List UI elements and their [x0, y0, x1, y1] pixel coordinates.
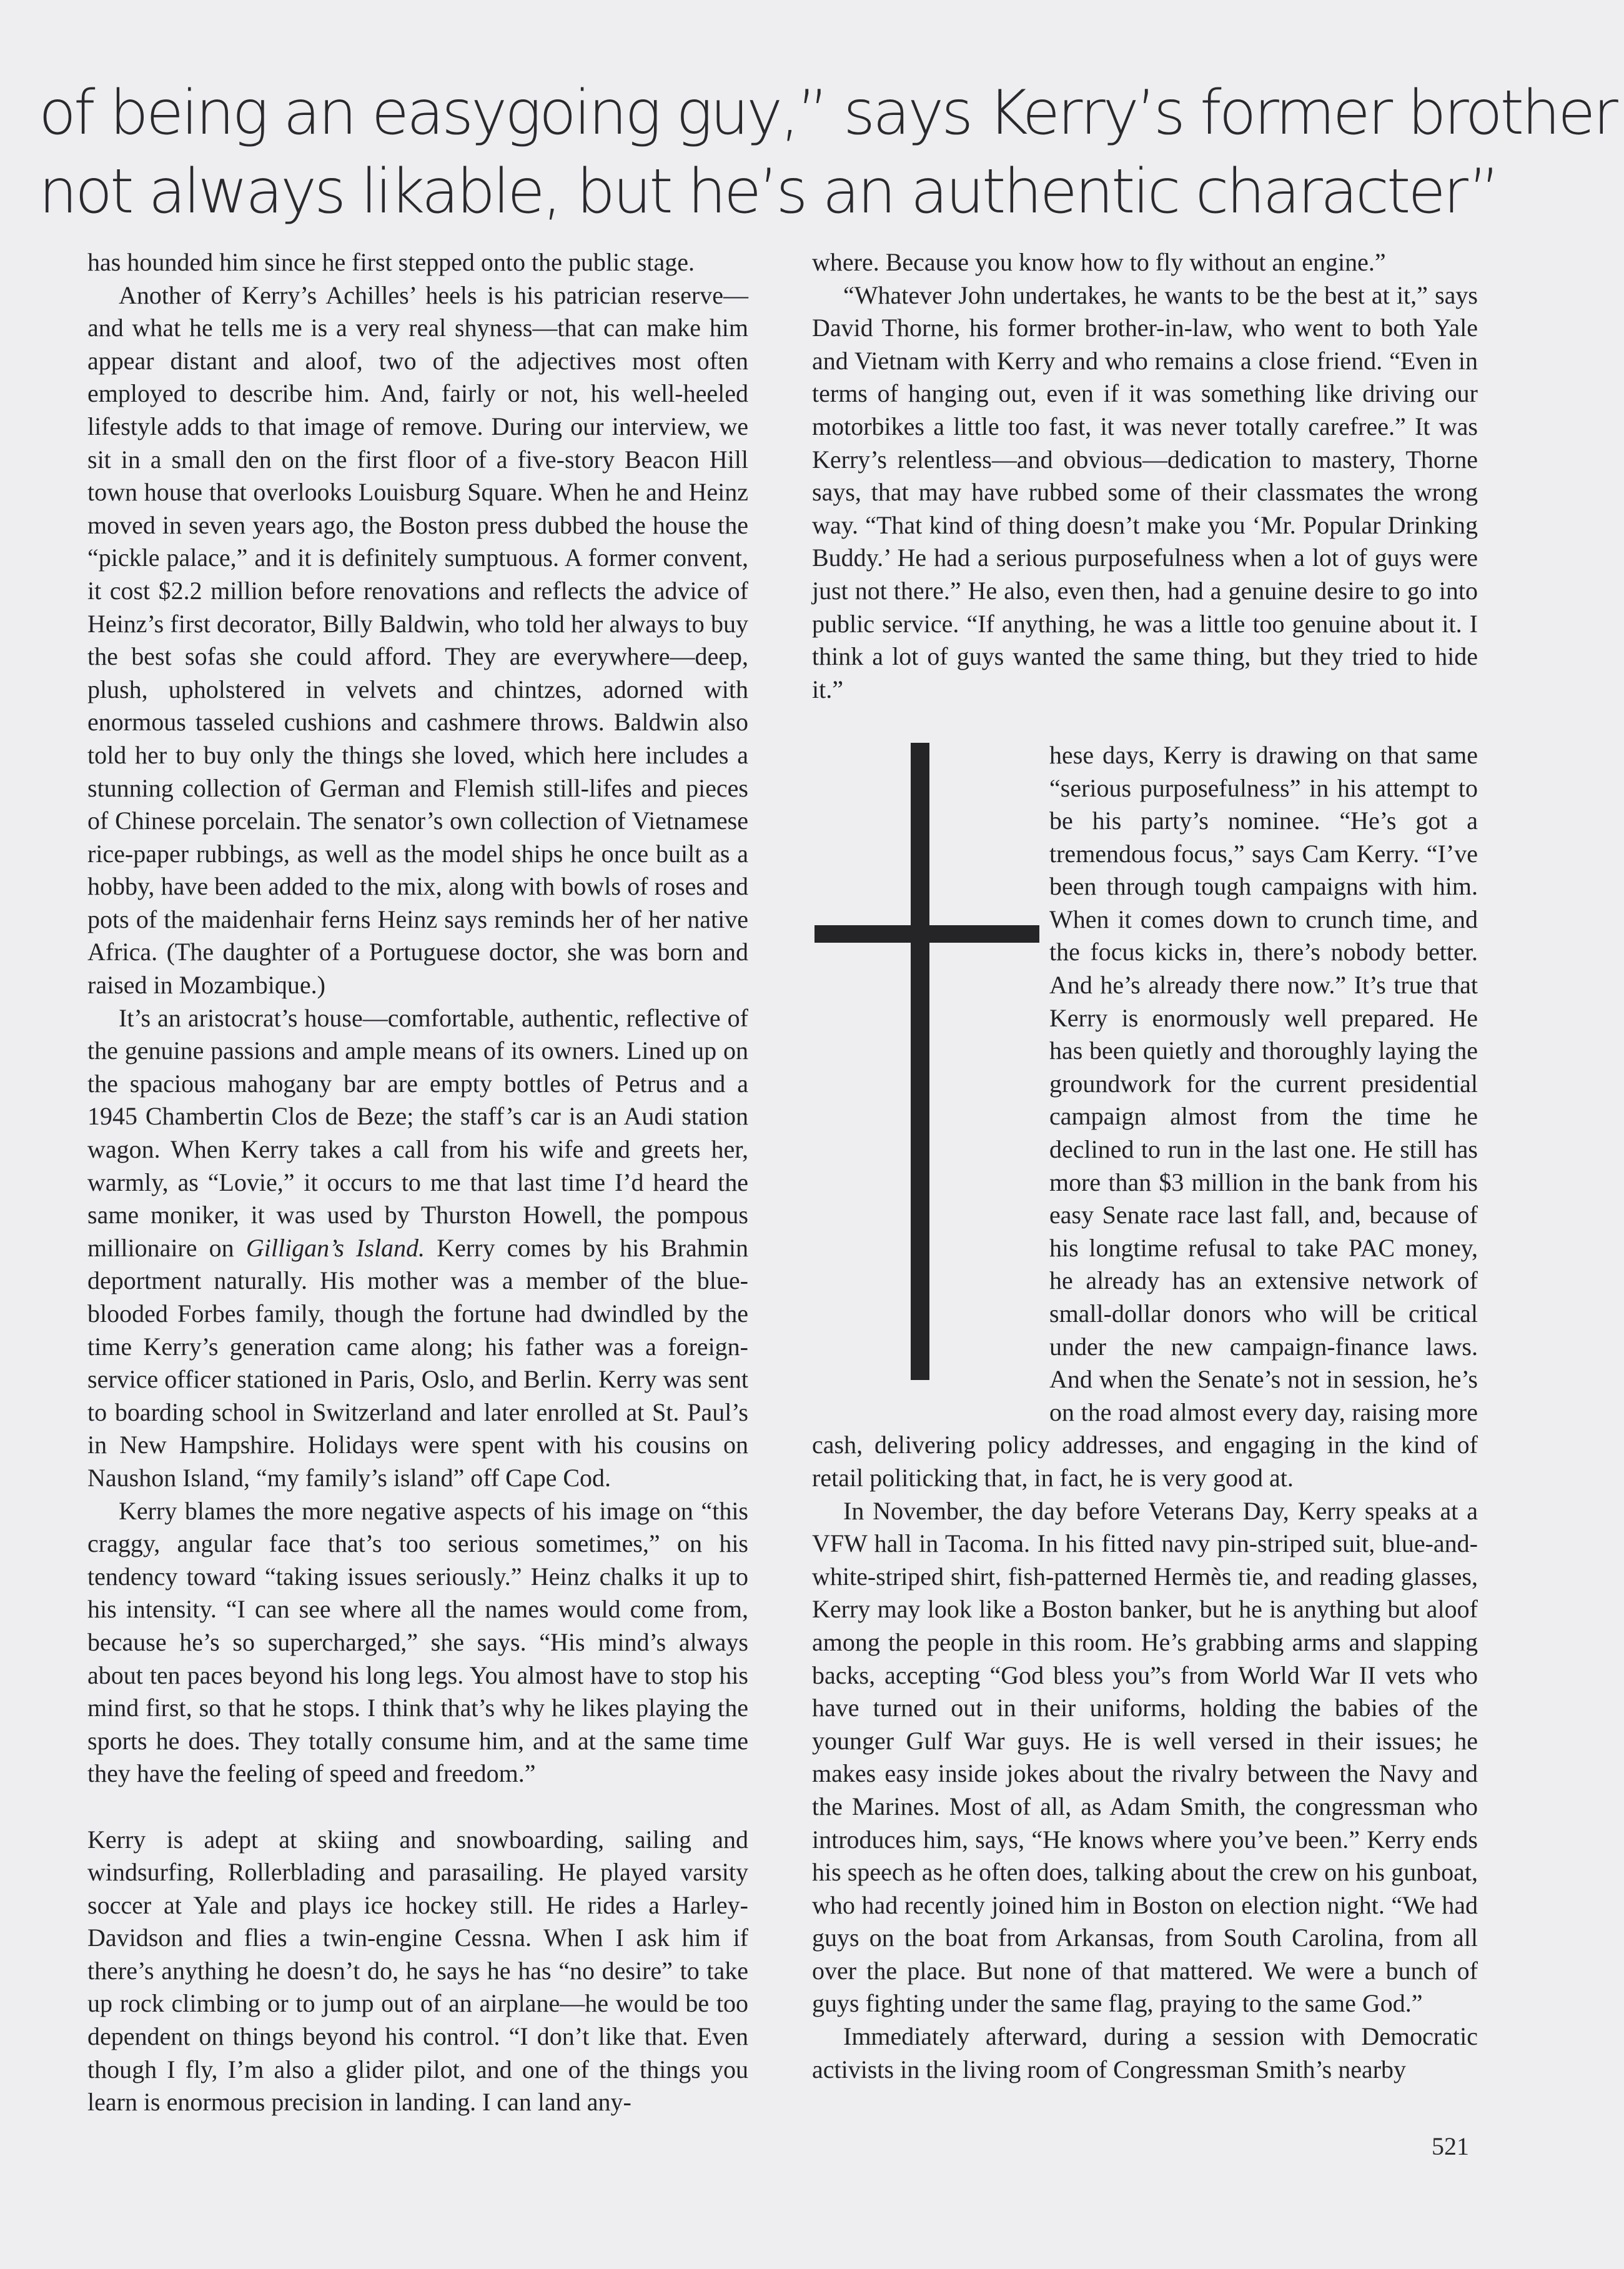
- paragraph-text: It’s an aristocrat’s house—comfortable, authentic, reflective of the genuine passions and ample means of its owners. Lined up on the spacious mahogany bar are empty bottles of Petrus and a 1945 Chambertin Clos de Beze; the staff’s car is an Audi station wagon. When Kerry takes a call from his wife and greets her, warmly, as “Lovie,” it occurs to me that last time I’d heard the same moniker, it was used by Thurston Howell, the pompous millionaire on: [87, 1003, 748, 1262]
- drop-cap-bar: [814, 925, 1039, 943]
- paragraph: Kerry blames the more negative aspects of his image on “this craggy, angular face that’s too serious sometimes,” on his tendency toward “taking issues seriously.” Heinz chalks it up to his intensity. “I can see where all the names would come from, because he’s so supercharged,” she says. “His mind’s always about ten paces beyond his long legs. You almost have to stop his mind first, so that he stops. I think that’s why he likes playing the sports he does. They totally consume him, and at the same time they have the feeling of speed and freedom.”: [87, 1496, 748, 1788]
- drop-cap-section: [812, 739, 1478, 1495]
- paragraph: where. Because you know how to fly without an engine.”: [812, 248, 1386, 276]
- left-column: [87, 246, 748, 2119]
- paragraph: “Whatever John undertakes, he wants to be the best at it,” says David Thorne, his former brother-in-law, who went to both Yale and Vietnam with Kerry and who remains a close friend. “Even in terms of hanging out, even if it was something like driving our motorbikes a little too fast, it was never totally carefree.” It was Kerry’s relentless—and obvious—dedication to mastery, Thorne says, that may have rubbed some of their classmates the wrong way. “That kind of thing doesn’t make you ‘Mr. Popular Drinking Buddy.’ He had a serious purposefulness when a lot of guys were just not there.” He also, even then, had a genuine desire to go into public service. “If anything, he was a little too genuine about it. I think a lot of guys wanted the same thing, but they tried to hide it.”: [812, 281, 1478, 703]
- pull-quote-line-2: not always likable, but he’s an authentic character”: [39, 156, 1498, 227]
- page-number: 521: [1432, 2132, 1469, 2160]
- pull-quote: [39, 74, 1616, 231]
- pull-quote-line-1: of being an easygoing guy,” says Kerry’s former brother: [39, 77, 1616, 149]
- paragraph: Immediately afterward, during a session with Democratic activists in the living room of Congressman Smith’s nearby: [812, 2022, 1478, 2083]
- drop-cap-t: [812, 743, 1049, 1424]
- paragraph: In November, the day before Veterans Day, Kerry speaks at a VFW hall in Tacoma. In his fitted navy pin-striped suit, blue-and-white-striped shirt, fish-patterned Hermès tie, and reading glasses, Kerry may look like a Boston banker, but he is anything but aloof among the people in this room. He’s grabbing arms and slapping backs, accepting “God bless you”s from World War II vets who have turned out in their uniforms, holding the babies of the younger Gulf War guys. He is well versed in their issues; he makes easy inside jokes about the rivalry between the Navy and the Marines. Most of all, as Adam Smith, the congressman who introduces him, says, “He knows where you’ve been.” Kerry ends his speech as he often does, talking about the crew on his gunboat, who had recently joined him in Boston on election night. “We had guys on the boat from Arkansas, from South Carolina, from all over the place. But none of that mattered. We were a bunch of guys fighting under the same flag, praying to the same God.”: [812, 1496, 1478, 2018]
- paragraph: has hounded him since he first stepped onto the public stage.: [87, 248, 695, 276]
- paragraph: Kerry is adept at skiing and snowboarding, sailing and windsurfing, Rollerblading and parasailing. He played varsity soccer at Yale and plays ice hockey still. He rides a Harley-Davidson and flies a twin-engine Cessna. When I ask him if there’s anything he doesn’t do, he says he has “no desire” to take up rock climbing or to jump out of an airplane—he would be too dependent on things beyond his control. “I don’t like that. Even though I fly, I’m also a glider pilot, and one of the things you learn is enormous precision in landing. I can land any-: [87, 1825, 748, 2117]
- italic-title: Gilligan’s Island.: [245, 1233, 425, 1262]
- paragraph: Another of Kerry’s Achilles’ heels is his patrician reserve—and what he tells me is a very real shyness—that can make him appear distant and aloof, two of the adjectives most often employed to describe him. And, fairly or not, his well-heeled lifestyle adds to that image of remove. During our interview, we sit in a small den on the first floor of a five-story Beacon Hill town house that overlooks Louisburg Square. When he and Heinz moved in seven years ago, the Boston press dubbed the house the “pickle palace,” and it is definitely sumptuous. A former convent, it cost $2.2 million before renovations and reflects the advice of Heinz’s first decorator, Billy Baldwin, who told her always to buy the best sofas she could afford. They are everywhere—deep, plush, upholstered in velvets and chintzes, adorned with enormous tasseled cushions and cashmere throws. Baldwin also told her to buy only the things she loved, which here includes a stunning collection of German and Flemish still-lifes and pieces of Chinese porcelain. The senator’s own collection of Vietnamese rice-paper rubbings, as well as the model ships he once built as a hobby, have been added to the mix, along with bowls of roses and pots of the maidenhair ferns Heinz says reminds her of her native Africa. (The daughter of a Portuguese doctor, she was born and raised in Mozambique.): [87, 281, 748, 1000]
- paragraph: hese days, Kerry is drawing on that same “serious purposefulness” in his attempt to be his party’s nominee. “He’s got a tremendous focus,” says Cam Kerry. “I’ve been through tough campaigns with him. When it comes down to crunch time, and the focus kicks in, there’s nobody better. And he’s already there now.” It’s true that Kerry is enormously well prepared. He has been quietly and thoroughly laying the groundwork for the current presidential campaign almost from the time he declined to run in the last one. He still has more than $3 million in the bank from his easy Senate race last fall, and, because of his longtime refusal to take PAC money, he already has an extensive network of small-dollar donors who will be critical under the new campaign-finance laws. And when the Senate’s not in session, he’s on the road almost every day, raising more cash, delivering policy addresses, and engaging in the kind of retail politicking that, in fact, he is very good at.: [812, 740, 1478, 1492]
- paragraph: [87, 1002, 748, 1495]
- paragraph-text: Kerry comes by his Brahmin deportment naturally. His mother was a member of the blue-blooded Forbes family, though the fortune had dwindled by the time Kerry’s generation came along; his father was a foreign-service officer stationed in Paris, Oslo, and Berlin. Kerry was sent to boarding school in Switzerland and later enrolled at St. Paul’s in New Hampshire. Holidays were spent with his cousins on Naushon Island, “my family’s island” off Cape Cod.: [87, 1233, 748, 1492]
- right-column: [812, 246, 1478, 2086]
- drop-cap-stem: [911, 743, 929, 1380]
